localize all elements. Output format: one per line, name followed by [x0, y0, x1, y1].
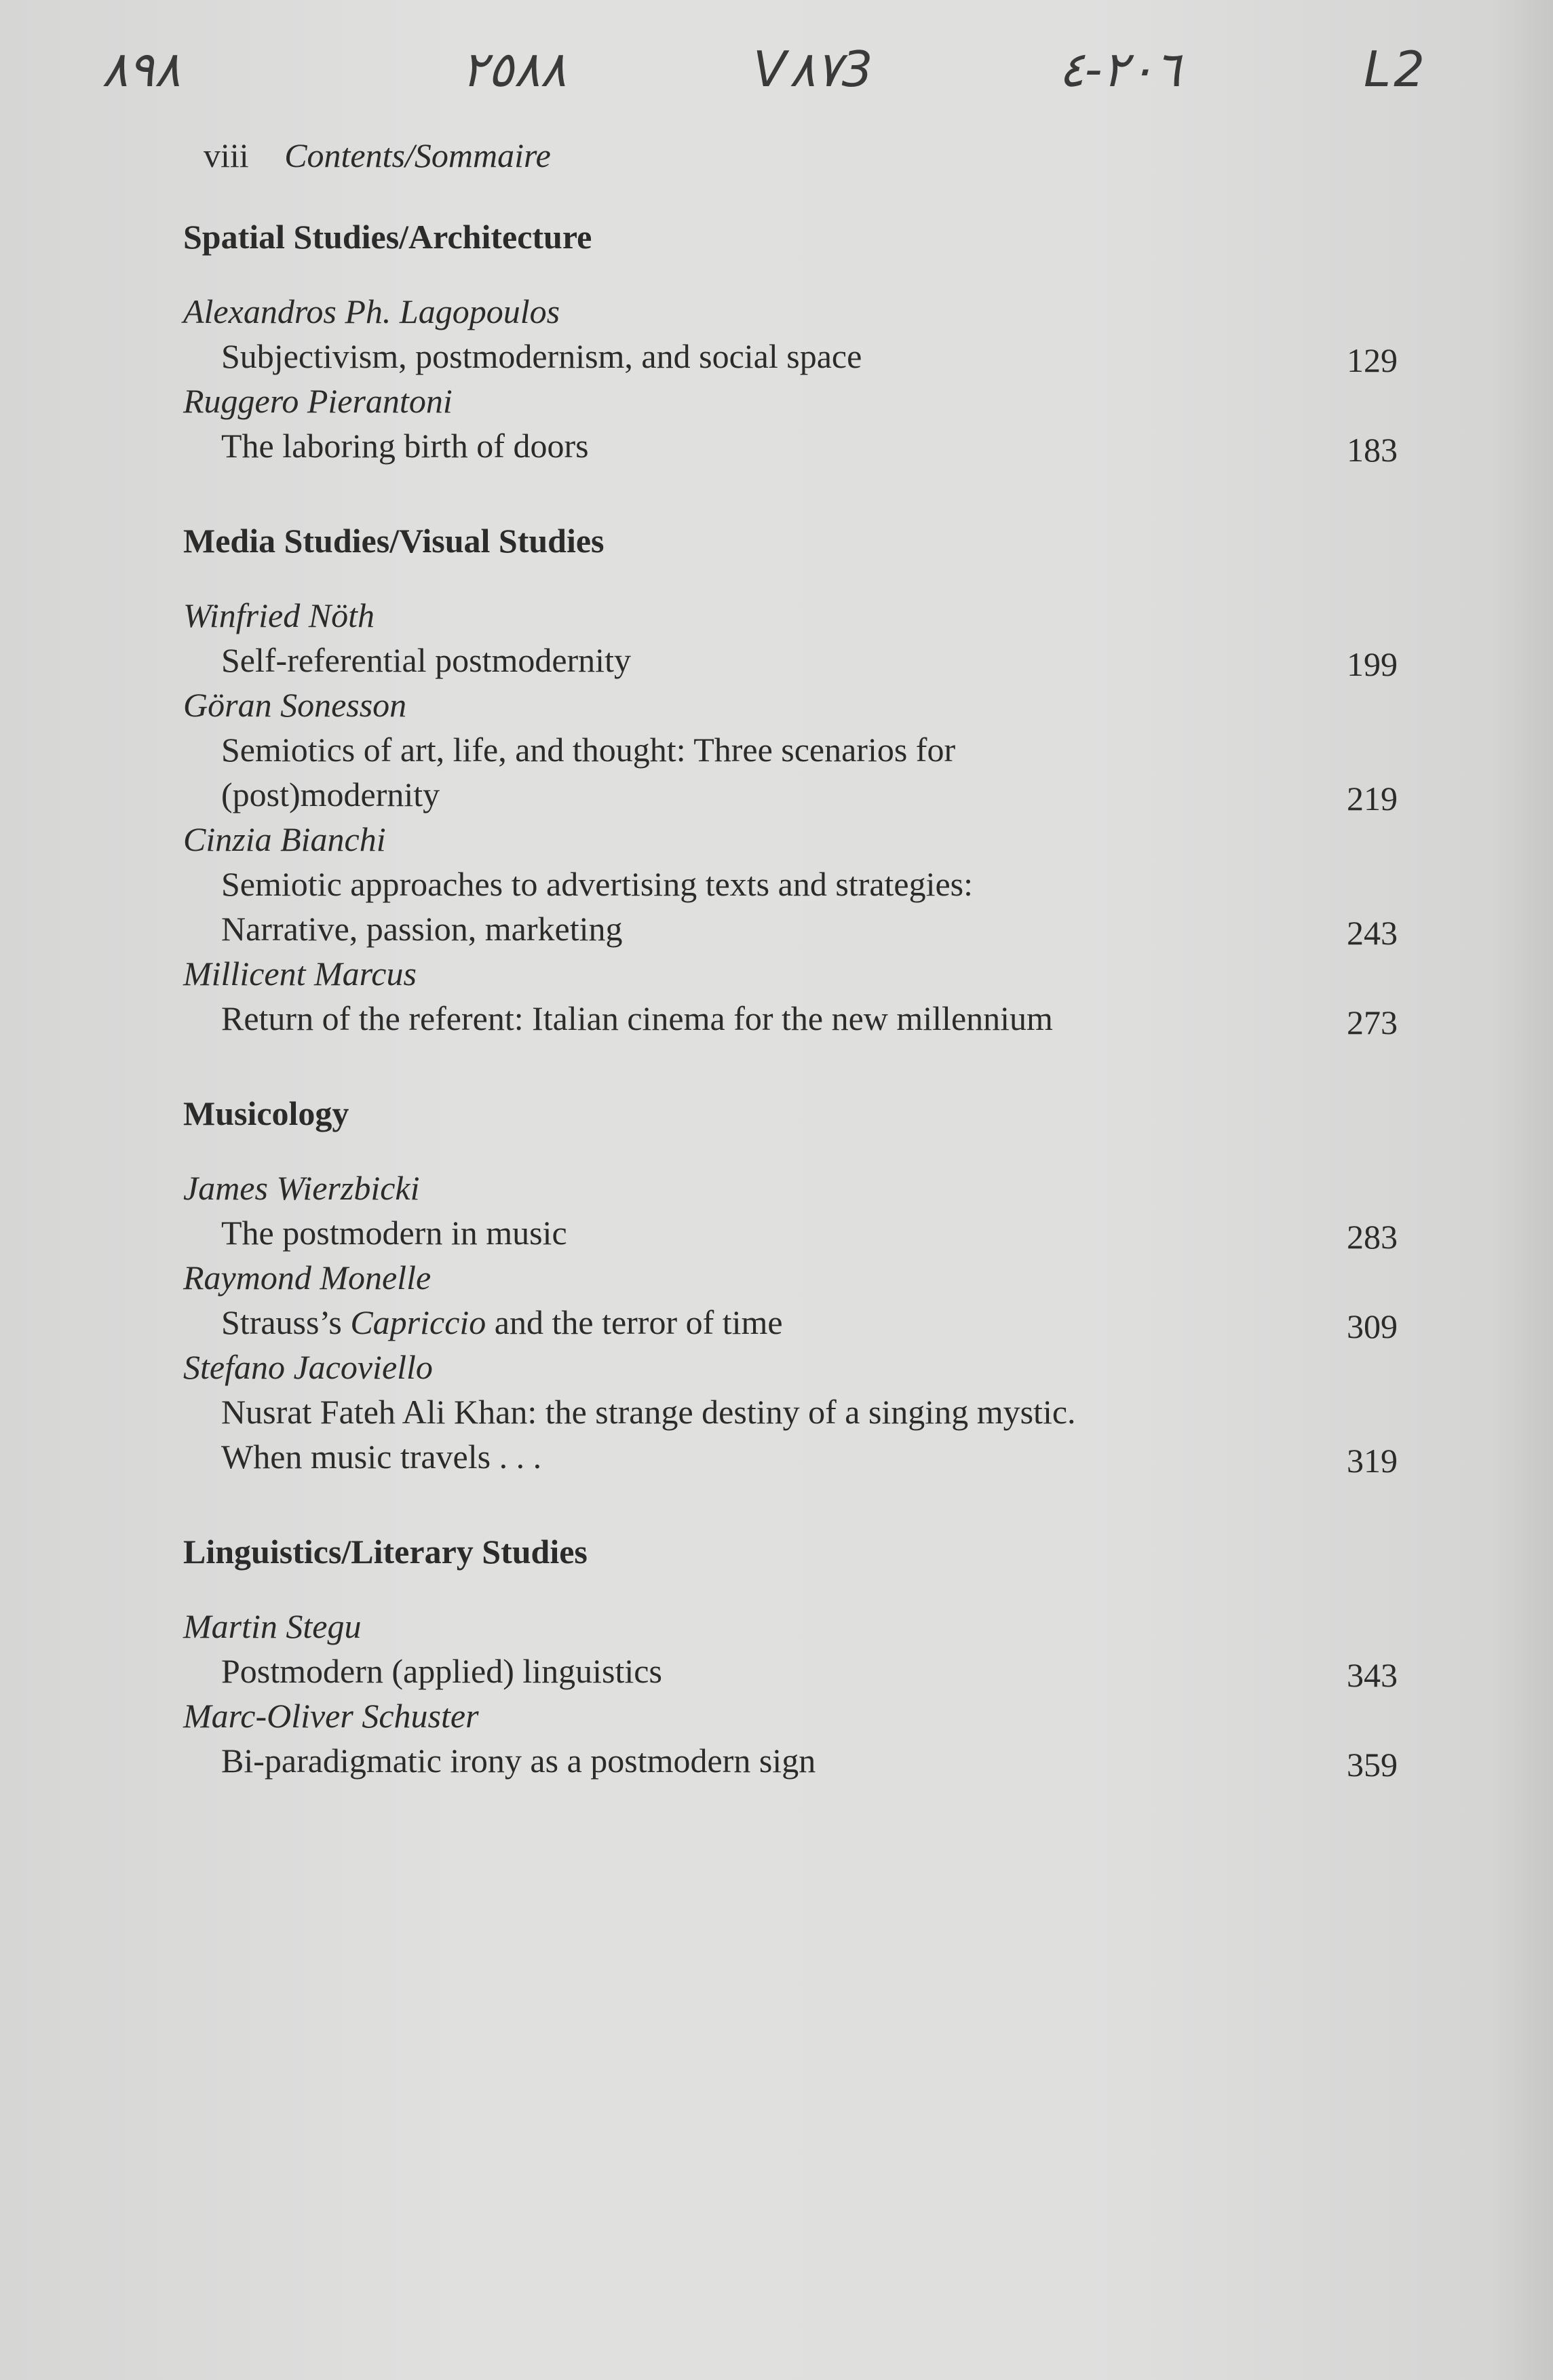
handwritten-mark: L2	[1364, 41, 1427, 98]
entry-page: 219	[1347, 780, 1398, 818]
toc-entry	[183, 638, 1398, 683]
running-header	[204, 136, 551, 175]
running-title: Contents/Sommaire	[284, 136, 551, 174]
entry-title-continued: Narrative, passion, marketing	[221, 910, 623, 948]
entry-title-part: and the terror of time	[486, 1303, 783, 1341]
toc-entry	[183, 1738, 1398, 1783]
entry-page: 199	[1347, 645, 1398, 683]
entry-title: Semiotics of art, life, and thought: Three scenarios for	[221, 731, 956, 769]
entry-page: 129	[1347, 341, 1398, 379]
entry-author: James Wierzbicki	[183, 1169, 420, 1207]
entry-title: Nusrat Fateh Ali Khan: the strange destiny of a singing mystic.	[221, 1393, 1076, 1431]
page-number: viii	[204, 136, 249, 174]
handwritten-mark: ٨٩٨	[102, 41, 181, 98]
entry-title: Bi-paradigmatic irony as a postmodern sign	[221, 1742, 816, 1780]
handwritten-mark: ٢٥٨٨	[461, 41, 567, 98]
toc-entry	[183, 727, 1398, 817]
entry-author: Millicent Marcus	[183, 955, 417, 993]
toc-section	[183, 521, 1398, 1041]
toc-entry	[183, 1649, 1398, 1693]
entry-page: 309	[1347, 1307, 1398, 1345]
page-edge-shadow	[1492, 0, 1553, 2380]
entry-author: Cinzia Bianchi	[183, 820, 386, 858]
entry-author: Raymond Monelle	[183, 1259, 432, 1297]
section-title: Media Studies/Visual Studies	[183, 522, 605, 560]
entry-page: 283	[1347, 1218, 1398, 1256]
entry-author: Marc-Oliver Schuster	[183, 1697, 479, 1735]
table-of-contents	[183, 217, 1398, 1836]
entry-title: Postmodern (applied) linguistics	[221, 1652, 662, 1690]
handwritten-mark: V٨٧3	[753, 41, 873, 98]
entry-page: 273	[1347, 1003, 1398, 1041]
entry-title-continued: (post)modernity	[221, 775, 440, 813]
entry-title: Subjectivism, postmodernism, and social space	[221, 337, 862, 375]
section-title: Musicology	[183, 1094, 349, 1132]
handwritten-mark: ٢٠٦-٤	[1058, 41, 1181, 98]
entry-title: Semiotic approaches to advertising texts and strategies:	[221, 865, 974, 903]
entry-page: 343	[1347, 1656, 1398, 1694]
toc-entry	[183, 334, 1398, 379]
entry-author: Göran Sonesson	[183, 686, 407, 724]
entry-title	[221, 1300, 1276, 1345]
entry-title-part: Strauss’s	[221, 1303, 351, 1341]
section-title: Linguistics/Literary Studies	[183, 1533, 588, 1571]
entry-author: Martin Stegu	[183, 1607, 362, 1645]
handwritten-annotation	[0, 41, 1553, 122]
entry-page: 183	[1347, 431, 1398, 469]
toc-entry	[183, 996, 1398, 1041]
toc-entry	[183, 1300, 1398, 1345]
section-title: Spatial Studies/Architecture	[183, 218, 592, 256]
entry-title: The laboring birth of doors	[221, 427, 589, 465]
entry-title: Self-referential postmodernity	[221, 641, 631, 679]
toc-section	[183, 1094, 1398, 1479]
entry-title: Return of the referent: Italian cinema for the new millennium	[221, 999, 1053, 1037]
toc-entry	[183, 862, 1398, 951]
toc-section	[183, 1532, 1398, 1783]
entry-page: 243	[1347, 914, 1398, 952]
entry-title-italic: Capriccio	[350, 1303, 486, 1341]
entry-page: 359	[1347, 1746, 1398, 1784]
toc-entry	[183, 1389, 1398, 1479]
entry-author: Stefano Jacoviello	[183, 1348, 433, 1386]
entry-author: Ruggero Pierantoni	[183, 382, 453, 420]
entry-title: The postmodern in music	[221, 1214, 567, 1252]
entry-page: 319	[1347, 1442, 1398, 1480]
entry-title-continued: When music travels . . .	[221, 1438, 542, 1476]
entry-author: Winfried Nöth	[183, 596, 375, 634]
toc-entry	[183, 423, 1398, 468]
toc-entry	[183, 1210, 1398, 1255]
toc-section	[183, 217, 1398, 468]
entry-author: Alexandros Ph. Lagopoulos	[183, 292, 560, 330]
